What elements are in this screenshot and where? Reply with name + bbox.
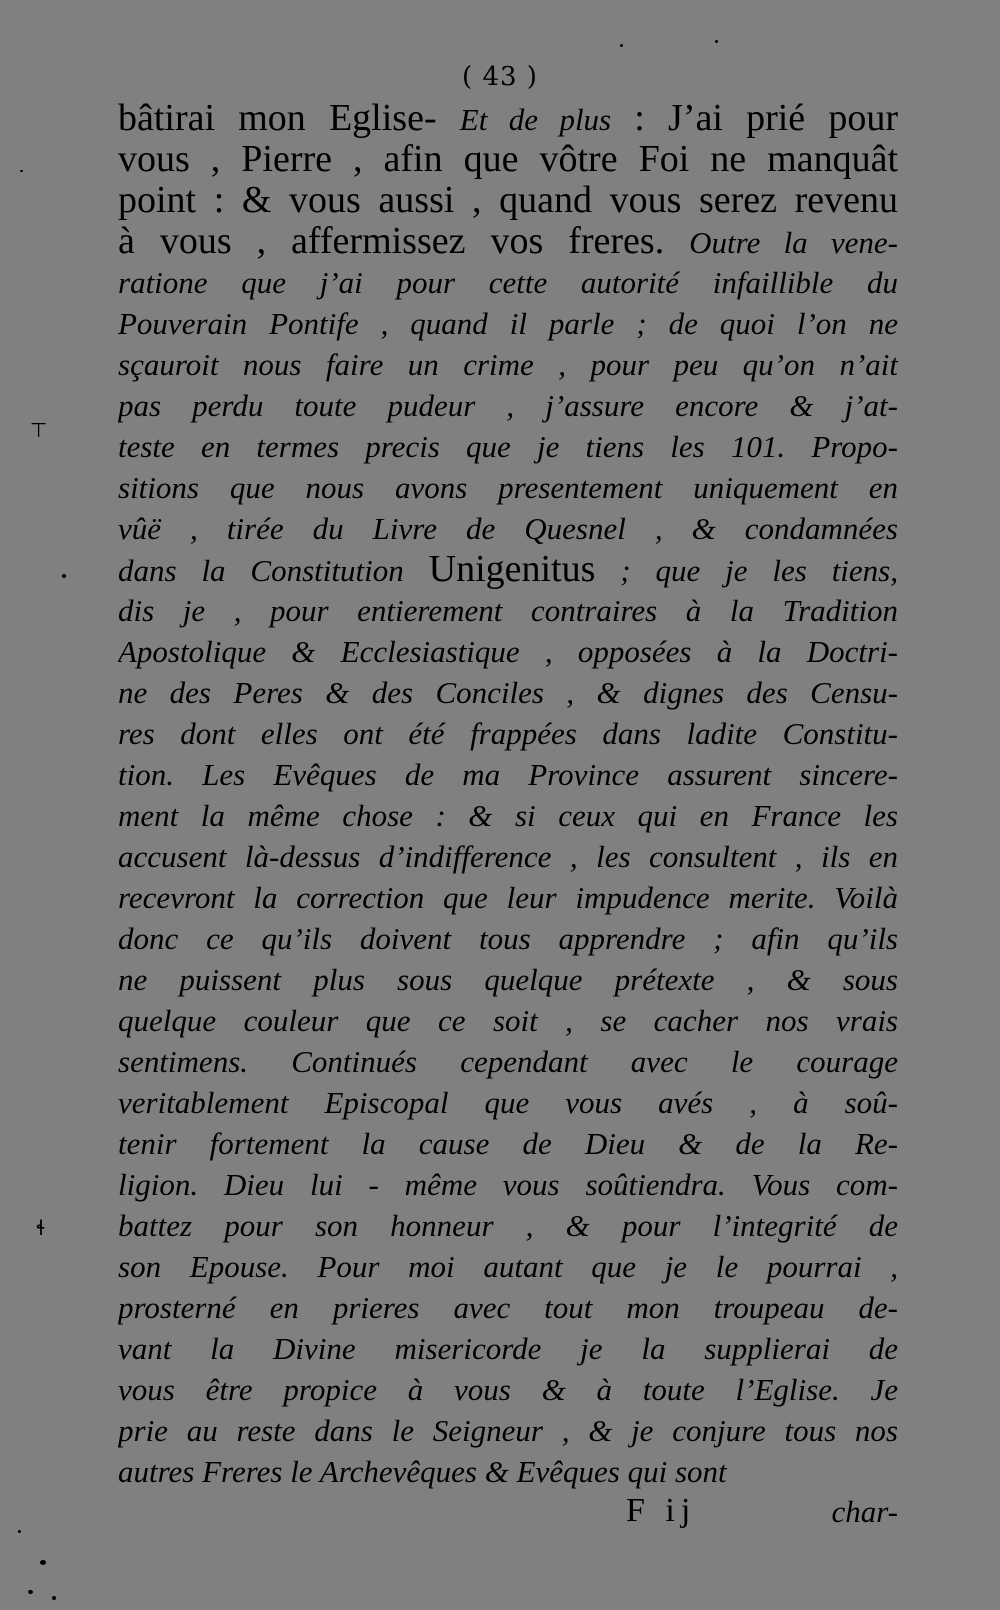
italic-text-run: dans la Constitution: [118, 553, 429, 588]
italic-text-run: vûë , tirée du Livre de Quesnel , & condamnées: [118, 511, 898, 546]
margin-mark-left-upper: ⊤: [30, 418, 48, 442]
italic-text-run: recevront la correction que leur impudence merite. Voilà: [118, 880, 898, 915]
scan-speck: [40, 1560, 46, 1565]
text-line: [118, 221, 898, 262]
scan-speck: [715, 40, 718, 43]
scan-speck: [18, 1530, 21, 1533]
roman-text-run: vous , Pierre , afin que vôtre Foi ne manquât: [118, 139, 898, 180]
italic-text-run: ligion. Dieu lui - même vous soûtiendra. Vous com-: [118, 1167, 898, 1202]
text-line: [118, 1369, 898, 1410]
italic-text-run: dis je , pour entierement contraires à la Tradition: [118, 593, 898, 628]
italic-text-run: prosterné en prieres avec tout mon troupeau de-: [118, 1290, 898, 1325]
text-line: [118, 1041, 898, 1082]
italic-text-run: donc ce qu’ils doivent tous apprendre ; afin qu’ils: [118, 921, 898, 956]
page-footer: [118, 1492, 898, 1536]
italic-text-run: Et de plus: [459, 102, 612, 137]
text-line: [118, 1000, 898, 1041]
text-line: [118, 1164, 898, 1205]
text-line: [118, 262, 898, 303]
body-text: [118, 98, 898, 1492]
italic-text-run: sçauroit nous faire un crime , pour peu qu’on n’ait: [118, 347, 898, 382]
italic-text-run: vant la Divine misericorde je la supplierai de: [118, 1331, 898, 1366]
catchword: char-: [831, 1494, 898, 1529]
text-line: [118, 549, 898, 590]
italic-text-run: veritablement Episcopal que vous avés , à soû-: [118, 1085, 898, 1120]
roman-text-run: à vous , affermissez vos freres.: [118, 221, 690, 262]
italic-text-run: accusent là-dessus d’indifference , les consultent , ils en: [118, 839, 898, 874]
text-line: [118, 1451, 898, 1492]
roman-text-run: : J’ai prié pour: [611, 98, 898, 139]
text-line: [118, 713, 898, 754]
text-line: [118, 1410, 898, 1451]
italic-text-run: ment la même chose : & si ceux qui en France les: [118, 798, 898, 833]
roman-text-run: bâtirai mon Eglise-: [118, 98, 460, 139]
italic-text-run: Apostolique & Ecclesiastique , opposées à la Doctri-: [118, 634, 898, 669]
text-line: [118, 754, 898, 795]
text-line: [118, 1123, 898, 1164]
signature-mark: F ij: [626, 1492, 697, 1529]
italic-text-run: ; que je les tiens,: [595, 553, 898, 588]
text-line: [118, 590, 898, 631]
italic-text-run: tenir fortement la cause de Dieu & de la Re-: [118, 1126, 898, 1161]
italic-text-run: pas perdu toute pudeur , j’assure encore & j’at-: [118, 388, 898, 423]
italic-text-run: prie au reste dans le Seigneur , & je conjure tous nos: [118, 1413, 898, 1448]
text-line: [118, 1082, 898, 1123]
text-line: [118, 1246, 898, 1287]
text-line: [118, 836, 898, 877]
scan-speck: [28, 1590, 33, 1594]
text-line: [118, 467, 898, 508]
text-line: [118, 426, 898, 467]
italic-text-run: tion. Les Evêques de ma Province assurent sincere-: [118, 757, 898, 792]
text-line: [118, 1205, 898, 1246]
text-line: [118, 385, 898, 426]
text-line: [118, 918, 898, 959]
italic-text-run: battez pour son honneur , & pour l’integrité de: [118, 1208, 898, 1243]
italic-text-run: ne puissent plus sous quelque prétexte , & sous: [118, 962, 898, 997]
roman-text-run: point : & vous aussi , quand vous serez revenu: [118, 180, 898, 221]
text-line: [118, 303, 898, 344]
italic-text-run: Outre la vene-: [689, 225, 898, 260]
page-number: ( 43 ): [462, 62, 538, 92]
scan-speck: [620, 44, 623, 47]
text-line: [118, 139, 898, 180]
italic-text-run: res dont elles ont été frappées dans ladite Constitu-: [118, 716, 898, 751]
text-line: [118, 672, 898, 713]
italic-text-run: teste en termes precis que je tiens les 101. Propo-: [118, 429, 898, 464]
text-line: [118, 631, 898, 672]
text-line: [118, 959, 898, 1000]
margin-mark-left-lower: ɬ: [36, 1216, 46, 1240]
italic-text-run: vous être propice à vous & à toute l’Eglise. Je: [118, 1372, 898, 1407]
text-line: [118, 877, 898, 918]
text-line: [118, 1328, 898, 1369]
italic-text-run: sentimens. Continués cependant avec le courage: [118, 1044, 898, 1079]
italic-text-run: quelque couleur que ce soit , se cacher nos vrais: [118, 1003, 898, 1038]
roman-text-run: Unigenitus: [428, 549, 596, 590]
italic-text-run: Pouverain Pontife , quand il parle ; de quoi l’on ne: [118, 306, 898, 341]
text-line: [118, 180, 898, 221]
italic-text-run: son Epouse. Pour moi autant que je le pourrai ,: [118, 1249, 898, 1284]
text-line: [118, 344, 898, 385]
scan-speck: [52, 1596, 56, 1600]
text-line: [118, 508, 898, 549]
italic-text-run: ratione que j’ai pour cette autorité infaillible du: [118, 265, 898, 300]
italic-text-run: autres Freres le Archevêques & Evêques qui sont: [118, 1454, 727, 1489]
text-line: [118, 795, 898, 836]
text-line: [118, 1287, 898, 1328]
italic-text-run: ne des Peres & des Conciles , & dignes des Censu-: [118, 675, 898, 710]
text-line: [118, 98, 898, 139]
scan-speck: [20, 170, 23, 172]
scan-speck: [62, 574, 66, 578]
italic-text-run: sitions que nous avons presentement uniquement en: [118, 470, 898, 505]
